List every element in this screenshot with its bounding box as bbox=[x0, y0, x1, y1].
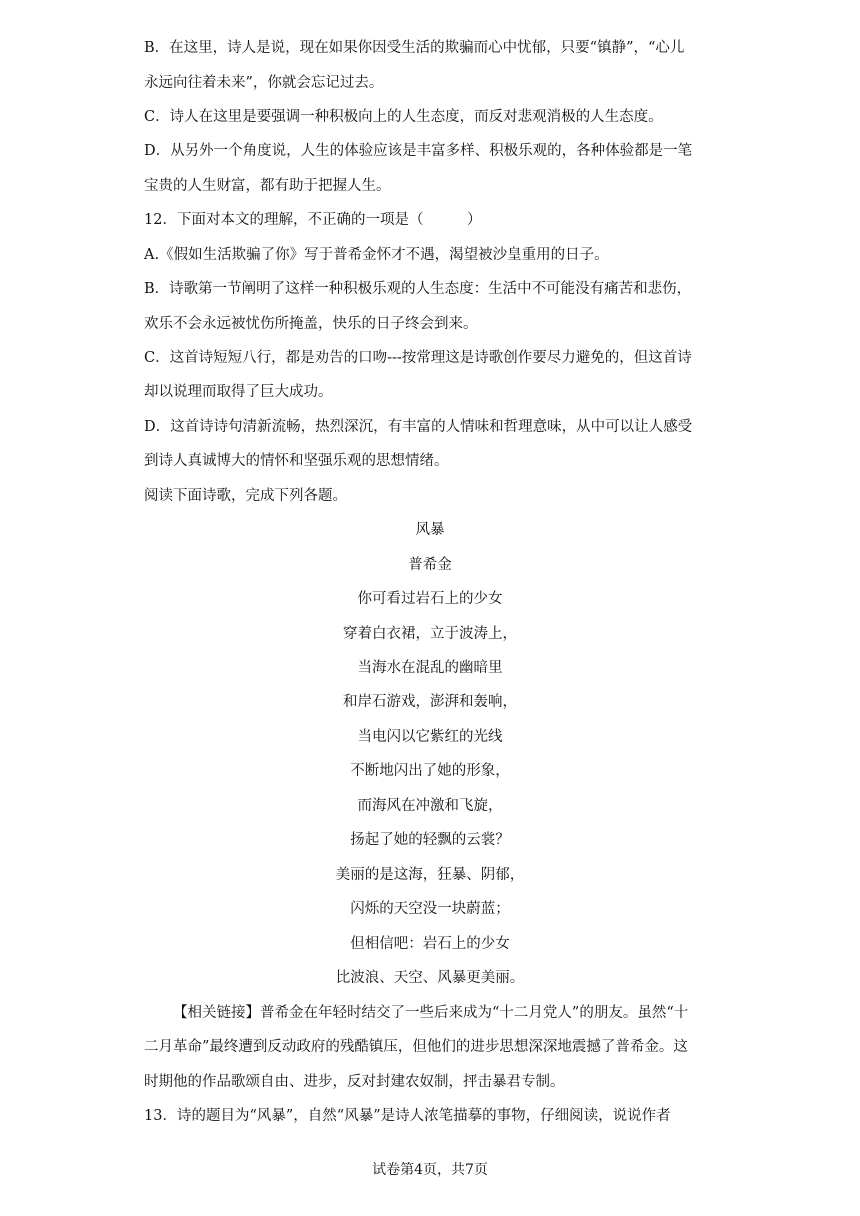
q11-option-b-line1: B．在这里，诗人是说，现在如果你因受生活的欺骗而心中忧郁，只要“镇静”，“心儿 bbox=[144, 40, 685, 56]
page-footer: 试卷第4页，共7页 bbox=[372, 1162, 488, 1178]
q12-option-d-line1: D．这首诗诗句清新流畅，热烈深沉，有丰富的人情味和哲理意味，从中可以让人感受 bbox=[144, 419, 693, 435]
poem-line: 但相信吧：岩石上的少女 bbox=[350, 936, 510, 952]
poem-author: 普希金 bbox=[408, 557, 452, 573]
q11-option-b-line2: 永远向往着未来”，你就会忘记过去。 bbox=[144, 75, 384, 91]
poem-line: 不断地闪出了她的形象， bbox=[350, 763, 510, 779]
poem-line: 当海水在混乱的幽暗里 bbox=[357, 660, 503, 676]
q11-option-d-line2: 宝贵的人生财富，都有助于把握人生。 bbox=[144, 178, 391, 194]
q12-option-c-line1: C．这首诗短短八行，都是劝告的口吻---按常理这是诗歌创作要尽力避免的，但这首诗 bbox=[144, 350, 692, 366]
poem-line: 美丽的是这海，狂暴、阴郁， bbox=[335, 867, 525, 883]
poem-line: 比波浪、天空、风暴更美丽。 bbox=[335, 970, 525, 986]
q13-stem-line1: 13．诗的题目为“风暴”，自然“风暴”是诗人浓笔描摹的事物，仔细阅读，说说作者 bbox=[144, 1108, 671, 1124]
q12-option-a: A.《假如生活欺骗了你》写于普希金怀才不遇，渴望被沙皇重用的日子。 bbox=[144, 247, 609, 263]
q12-option-c-line2: 却以说理而取得了巨大成功。 bbox=[144, 384, 333, 400]
q11-option-c: C．诗人在这里是要强调一种积极向上的人生态度，而反对悲观消极的人生态度。 bbox=[144, 109, 663, 125]
q12-option-b-line2: 欢乐不会永远被忧伤所掩盖，快乐的日子终会到来。 bbox=[144, 316, 478, 332]
q12-option-b-line1: B．诗歌第一节阐明了这样一种积极乐观的人生态度：生活中不可能没有痛苦和悲伤， bbox=[144, 281, 692, 297]
related-link-line1: 【相关链接】普希金在年轻时结交了一些后来成为“十二月党人”的朋友。虽然“十 bbox=[173, 1005, 689, 1021]
poem-line: 闪烁的天空没一块蔚蓝； bbox=[350, 901, 510, 917]
poem-line: 和岸石游戏，澎湃和轰响， bbox=[343, 694, 517, 710]
poem-line: 当电闪以它紫红的光线 bbox=[357, 729, 503, 745]
q12-option-d-line2: 到诗人真诚博大的情怀和坚强乐观的思想情绪。 bbox=[144, 453, 449, 469]
related-link-line3: 时期他的作品歌颂自由、进步，反对封建农奴制，抨击暴君专制。 bbox=[144, 1074, 565, 1090]
poem-line: 你可看过岩石上的少女 bbox=[357, 591, 503, 607]
poem-line: 穿着白衣裙，立于波涛上， bbox=[343, 626, 517, 642]
reading-instruction: 阅读下面诗歌，完成下列各题。 bbox=[144, 488, 347, 504]
q11-option-d-line1: D．从另外一个角度说，人生的体验应该是丰富多样、积极乐观的，各种体验都是一笔 bbox=[144, 143, 693, 159]
poem-line: 扬起了她的轻飘的云裳？ bbox=[350, 832, 510, 848]
poem-line: 而海风在冲激和飞旋， bbox=[357, 798, 503, 814]
poem-title: 风暴 bbox=[415, 522, 445, 538]
q12-stem: 12．下面对本文的理解，不正确的一项是（ ） bbox=[144, 212, 482, 228]
related-link-line2: 二月革命”最终遭到反动政府的残酷镇压，但他们的进步思想深深地震撼了普希金。这 bbox=[144, 1039, 688, 1055]
